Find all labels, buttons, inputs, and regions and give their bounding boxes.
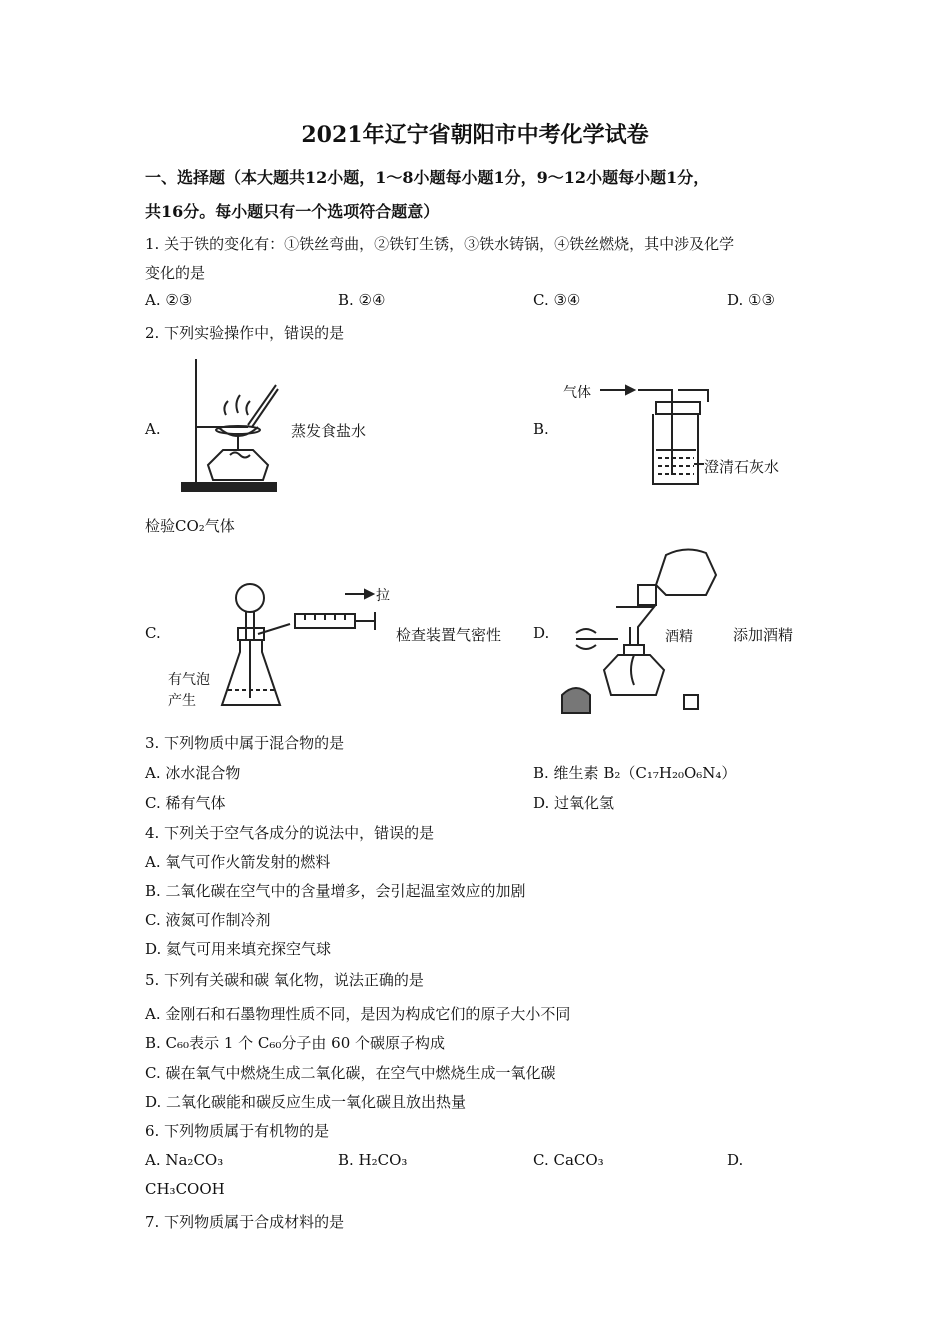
q2-c-bubble-label-2: 产生 xyxy=(168,693,196,709)
q4-stem: 4. 下列关于空气各成分的说法中，错误的是 xyxy=(145,824,435,842)
q2-b-caption: 检验CO₂气体 xyxy=(145,517,235,535)
q1-option-b: B. ②④ xyxy=(338,291,386,309)
q5-option-a: A. 金刚石和石墨物理性质不同，是因为构成它们的原子大小不同 xyxy=(145,1005,571,1023)
q2-c-letter: C. xyxy=(145,624,161,642)
q1-stem-line2: 变化的是 xyxy=(145,264,206,282)
airtightness-check-figure xyxy=(210,580,385,715)
q2-stem: 2. 下列实验操作中，错误的是 xyxy=(145,324,345,342)
q1-option-d: D. ①③ xyxy=(727,291,775,309)
q4-option-d: D. 氦气可用来填充探空气球 xyxy=(145,940,332,958)
section-heading-line2: 共16分。每小题只有一个选项符合题意） xyxy=(145,202,440,221)
alcohol-lamp-figure xyxy=(556,545,726,715)
q1-option-c: C. ③④ xyxy=(533,291,581,309)
q3-option-c: C. 稀有气体 xyxy=(145,794,226,812)
q3-option-b: B. 维生素 B₂（C₁₇H₂₀O₆N₄） xyxy=(533,764,737,782)
q2-a-caption: 蒸发食盐水 xyxy=(291,422,367,440)
q2-d-letter: D. xyxy=(533,624,550,642)
page-title: 2021年辽宁省朝阳市中考化学试卷 xyxy=(301,122,649,148)
q5-option-c: C. 碳在氧气中燃烧生成二氧化碳，在空气中燃烧生成一氧化碳 xyxy=(145,1064,556,1082)
q1-stem-line1: 1. 关于铁的变化有：①铁丝弯曲，②铁钉生锈，③铁水铸锅，④铁丝燃烧，其中涉及化学 xyxy=(145,235,735,253)
q3-stem: 3. 下列物质中属于混合物的是 xyxy=(145,734,345,752)
q2-b-gas-label: 气体 xyxy=(563,385,591,401)
section-heading-line1: 一、选择题（本大题共12小题，1～8小题每小题1分，9～12小题每小题1分， xyxy=(145,168,710,187)
q6-option-b: B. H₂CO₃ xyxy=(338,1151,408,1169)
q3-option-d: D. 过氧化氢 xyxy=(533,794,615,812)
q5-stem: 5. 下列有关碳和碳 氧化物，说法正确的是 xyxy=(145,971,424,989)
q5-option-d: D. 二氧化碳能和碳反应生成一氧化碳且放出热量 xyxy=(145,1093,467,1111)
q4-option-a: A. 氧气可作火箭发射的燃料 xyxy=(145,853,331,871)
q6-option-a: A. Na₂CO₃ xyxy=(145,1151,224,1169)
q2-c-bubble-label-1: 有气泡 xyxy=(168,672,210,688)
q2-c-pull-label: 拉 xyxy=(376,588,390,604)
q5-option-b: B. C₆₀表示 1 个 C₆₀分子由 60 个碳原子构成 xyxy=(145,1034,446,1052)
q6-stem: 6. 下列物质属于有机物的是 xyxy=(145,1122,330,1140)
q6-option-d-formula: CH₃COOH xyxy=(145,1180,225,1198)
q2-c-caption: 检查装置气密性 xyxy=(396,626,502,644)
q4-option-b: B. 二氧化碳在空气中的含量增多，会引起温室效应的加剧 xyxy=(145,882,526,900)
q2-d-alcohol-label: 酒精 xyxy=(665,629,693,645)
q3-option-a: A. 冰水混合物 xyxy=(145,764,241,782)
q2-b-liquid-label: 澄清石灰水 xyxy=(704,458,780,476)
q2-b-letter: B. xyxy=(533,420,549,438)
q7-stem: 7. 下列物质属于合成材料的是 xyxy=(145,1213,345,1231)
gas-washing-bottle-figure xyxy=(598,380,808,495)
q2-a-letter: A. xyxy=(145,420,161,438)
evaporation-apparatus-figure xyxy=(178,355,288,495)
q6-option-d: D. xyxy=(727,1151,744,1169)
q4-option-c: C. 液氮可作制冷剂 xyxy=(145,911,271,929)
q2-d-caption: 添加酒精 xyxy=(733,626,794,644)
q6-option-c: C. CaCO₃ xyxy=(533,1151,604,1169)
q1-option-a: A. ②③ xyxy=(145,291,193,309)
